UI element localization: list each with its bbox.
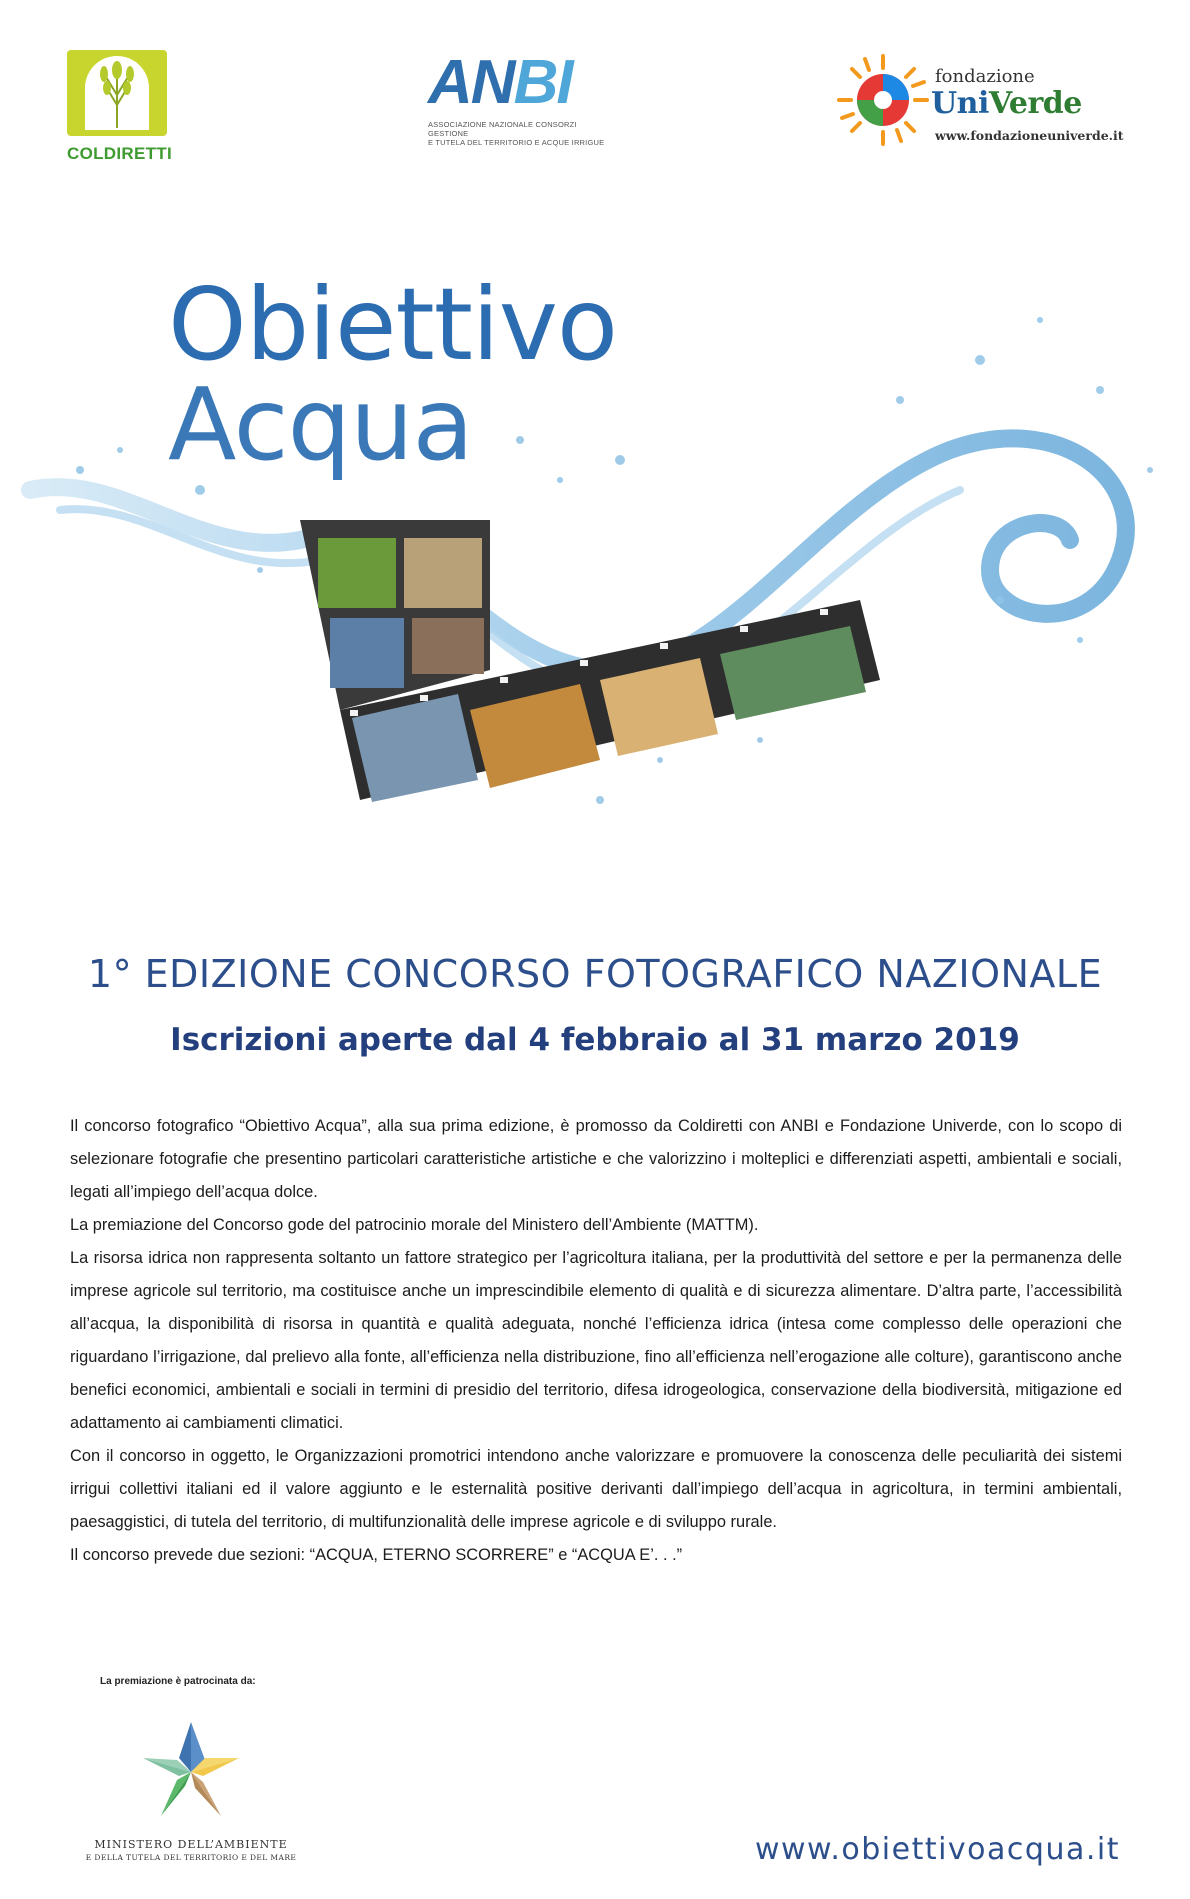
coldiretti-wordmark: COLDIRETTI	[67, 144, 172, 163]
title-line-2: Acqua	[168, 366, 473, 483]
univerde-logo	[835, 52, 1124, 152]
anbi-subtitle-2: E TUTELA DEL TERRITORIO E ACQUE IRRIGUE	[428, 138, 605, 147]
body-paragraph-5: Il concorso prevede due sezioni: “ACQUA, ETERNO SCORRERE” e “ACQUA E’. . .”	[70, 1546, 683, 1564]
website-link[interactable]: www.obiettivoacqua.it	[754, 1832, 1120, 1867]
univerde-url: www.fondazioneuniverde.it	[935, 128, 1124, 143]
anbi-wordmark: ANBI	[428, 48, 572, 117]
body-text	[70, 1110, 1122, 1572]
sun-icon	[835, 52, 931, 148]
coldiretti-emblem	[67, 50, 167, 136]
body-paragraph-3: La risorsa idrica non rappresenta soltanto un fattore strategico per l’agricoltura italiana, per la produttività del settore e per la permanenza delle imprese agricole sul territorio, ma costituisce anche un imprescindibile elemento di qualità e di sicurezza alimentare. D’altra parte, l’accessibilità all’acqua, la disponibilità di risorsa in quantità e qualità adeguata, nonché l’efficienza idrica (intesa come complesso delle operazioni che riguardano l’irrigazione, dal prelievo alla fonte, all’efficienza nella distribuzione, fino all’efficienza nell’erogazione alle colture), garantiscono anche benefici economici, ambientali e sociali in termini di presidio del territorio, difesa idrogeologica, conservazione della biodiversità, mitigazione ed adattamento ai cambiamenti climatici.	[70, 1249, 1122, 1432]
univerde-top-label: fondazione	[935, 66, 1035, 87]
wheat-icon	[67, 50, 167, 136]
body-paragraph-2: La premiazione del Concorso gode del patrocinio morale del Ministero dell’Ambiente (MATTM).	[70, 1216, 759, 1234]
title-line-1: Obiettivo	[168, 266, 618, 383]
univerde-wordmark: UniVerde	[931, 86, 1082, 121]
body-paragraph-4: Con il concorso in oggetto, le Organizzazioni promotrici intendono anche valorizzare e promuovere la conoscenza delle peculiarità dei sistemi irrigui collettivi italiani ed il valore aggiunto e le esternalità positive derivanti dall’impiego dell’acqua in agricoltura, in termini ambientali, paesaggistici, di tutela del territorio, di multifunzionalità delle imprese agricole e di sviluppo rurale.	[70, 1447, 1122, 1531]
ministry-subtitle: E DELLA TUTELA DEL TERRITORIO E DEL MARE	[85, 1853, 297, 1862]
anbi-logo	[428, 48, 605, 152]
ministry-star-icon	[66, 1700, 316, 1850]
body-paragraph-1: Il concorso fotografico “Obiettivo Acqua”, alla sua prima edizione, è promosso da Coldiretti con ANBI e Fondazione Univerde, con lo scopo di selezionare fotografie che presentino particolari caratteristiche artistiche e che valorizzino i molteplici e differenziati aspetti, ambientali e sociali, legati all’impiego dell’acqua dolce.	[70, 1117, 1122, 1201]
patron-label: La premiazione è patrocinata da:	[100, 1676, 256, 1687]
edition-heading: 1° EDIZIONE CONCORSO FOTOGRAFICO NAZIONALE	[87, 952, 1103, 996]
hero	[0, 240, 1190, 940]
registration-dates: Iscrizioni aperte dal 4 febbraio al 31 marzo 2019	[170, 1022, 1020, 1058]
anbi-subtitle-1: ASSOCIAZIONE NAZIONALE CONSORZI GESTIONE	[428, 120, 577, 138]
ministry-name: MINISTERO DELL’AMBIENTE	[94, 1838, 288, 1851]
coldiretti-logo	[67, 50, 172, 168]
